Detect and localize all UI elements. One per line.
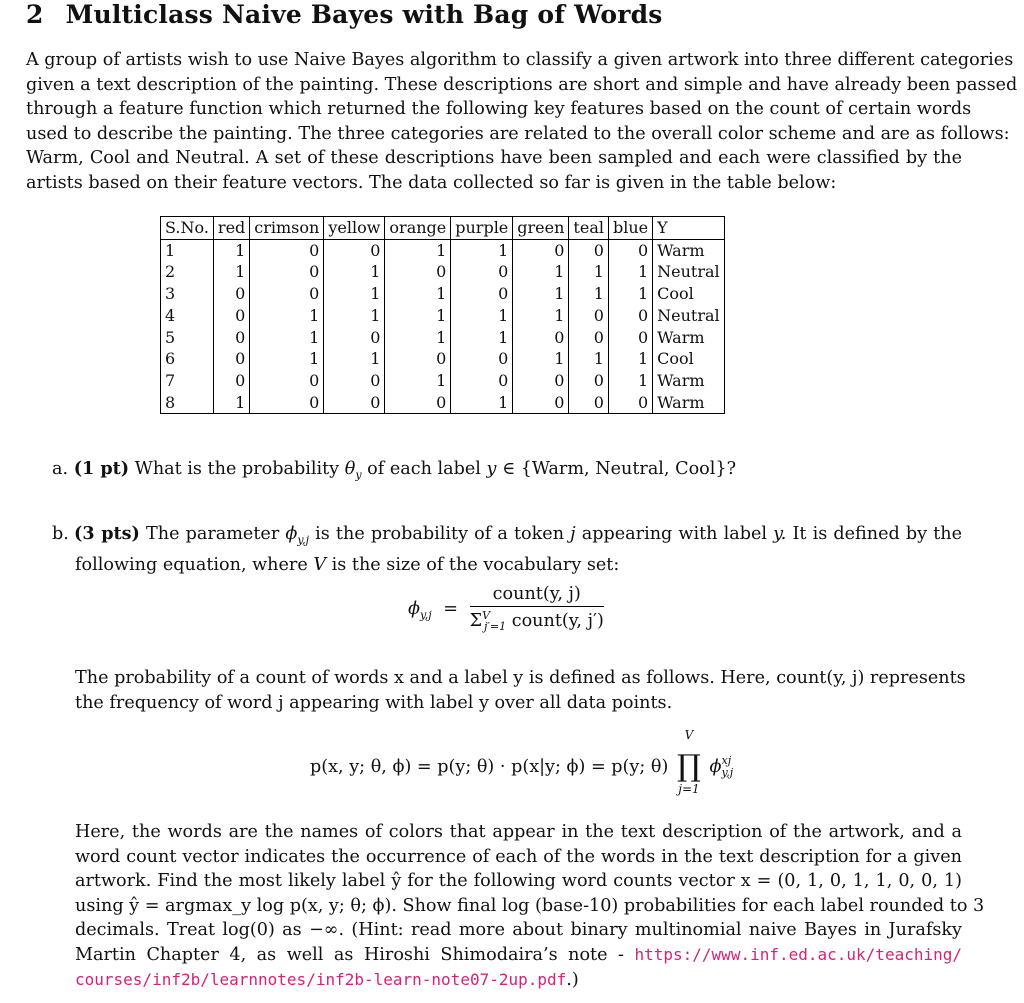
table-cell: 1: [385, 283, 451, 305]
table-cell: 0: [250, 239, 324, 261]
table-cell: Cool: [653, 283, 725, 305]
qb-phi: [285, 524, 310, 547]
question-b: [52, 522, 962, 578]
product-operator: [674, 728, 704, 796]
col-header: orange: [385, 217, 451, 240]
table-cell: 1: [608, 261, 652, 283]
table-cell: 0: [250, 392, 324, 414]
table-row: [161, 239, 725, 261]
table-cell: 1: [513, 348, 569, 370]
table-row: [161, 392, 725, 414]
qa-var-y: y: [486, 459, 497, 479]
link-suffix: .): [566, 969, 579, 990]
table-cell: 0: [569, 370, 609, 392]
col-header: S.No.: [161, 217, 214, 240]
table-cell: 1: [513, 261, 569, 283]
table-cell: 5: [161, 327, 214, 349]
qb-var-y: y.: [773, 524, 787, 544]
section-number: 2: [26, 0, 44, 29]
table-cell: 1: [513, 305, 569, 327]
qb-line-2: [52, 553, 962, 578]
p2-line: the frequency of word j appearing with label y over all data points.: [75, 692, 673, 713]
table-cell: 1: [385, 327, 451, 349]
qb-var-v: V: [313, 555, 327, 576]
reference-link-cont[interactable]: courses/inf2b/learnnotes/inf2b-learn-note07-2up.pdf: [75, 969, 567, 989]
intro-line: Warm, Cool and Neutral. A set of these descriptions have been sampled and each were classified by the: [26, 148, 962, 169]
qb-text: The parameter: [146, 524, 280, 544]
phi-subscript: y,j: [297, 533, 310, 547]
table-cell: 0: [608, 327, 652, 349]
table-cell: 0: [213, 327, 249, 349]
qb-points: (3 pts): [74, 523, 140, 544]
table-cell: 1: [385, 305, 451, 327]
prod-symbol: ∏: [676, 749, 701, 784]
prod-upper: V: [684, 728, 694, 742]
p3-line-text: Martin Chapter 4, as well as Hiroshi Shimodaira’s note -: [75, 944, 624, 965]
table-cell: 0: [451, 370, 513, 392]
equation-joint: [310, 728, 734, 796]
question-a: [52, 458, 736, 482]
p3-line: word count vector indicates the occurrence of each of the words in the text description for a given: [75, 846, 962, 867]
table-cell: 1: [213, 392, 249, 414]
eq2-sub: y,j: [721, 766, 734, 779]
qa-points: (1 pt): [73, 458, 130, 479]
p2-line: The probability of a count of words x and a label y is defined as follows. Here, count(y, j) represents: [75, 668, 966, 688]
table-cell: 0: [451, 261, 513, 283]
eq1-numerator: count(y, j): [470, 584, 604, 607]
table-row: [161, 305, 725, 327]
qa-set: {Warm, Neutral, Cool}?: [520, 459, 737, 479]
table-cell: 0: [569, 239, 609, 261]
table-cell: 1: [569, 348, 609, 370]
table-header-row: [161, 217, 725, 240]
qa-label: a.: [52, 459, 69, 479]
eq1-fraction: [470, 584, 604, 633]
eq1-lhs: [408, 598, 432, 622]
table-cell: 0: [608, 239, 652, 261]
reference-link[interactable]: https://www.inf.ed.ac.uk/teaching/: [634, 944, 962, 964]
prod-lower: j=1: [678, 782, 700, 796]
table-cell: 0: [324, 392, 385, 414]
table-row: [161, 327, 725, 349]
table-cell: 6: [161, 348, 214, 370]
section-title: Multiclass Naive Bayes with Bag of Words: [65, 0, 663, 29]
phi-symbol: ϕ: [285, 524, 298, 544]
col-header: blue: [608, 217, 652, 240]
table-cell: 8: [161, 392, 214, 414]
table-row: [161, 283, 725, 305]
qa-theta: [344, 459, 362, 482]
sigma-sup: V: [482, 609, 491, 622]
qb-text: following equation, where: [75, 555, 308, 576]
table-cell: 0: [324, 327, 385, 349]
qb-text: appearing with label: [581, 524, 768, 544]
table-row: [161, 261, 725, 283]
eq1-den-body: count(y, j′): [511, 610, 604, 631]
intro-line: given a text description of the painting. These descriptions are short and simple and have already been passed: [26, 74, 1018, 95]
qa-text-before: What is the probability: [134, 459, 340, 479]
table-cell: 0: [513, 392, 569, 414]
table-cell: 0: [213, 348, 249, 370]
qb-text: is the size of the vocabulary set:: [331, 555, 620, 576]
table-cell: 1: [608, 370, 652, 392]
table-cell: 1: [250, 305, 324, 327]
table-cell: 0: [250, 261, 324, 283]
table-cell: 0: [213, 305, 249, 327]
table-cell: 0: [385, 261, 451, 283]
intro-line: A group of artists wish to use Naive Bayes algorithm to classify a given artwork into three different categories: [26, 50, 1014, 70]
equation-phi: [408, 584, 604, 633]
table-cell: 1: [513, 283, 569, 305]
theta-subscript: y: [355, 468, 362, 482]
table-cell: 0: [324, 370, 385, 392]
table-cell: 1: [161, 239, 214, 261]
table-cell: 1: [569, 261, 609, 283]
table-cell: Warm: [653, 327, 725, 349]
qb-var-j: j: [570, 524, 576, 544]
eq1-phi: ϕ: [408, 598, 420, 619]
intro-line: artists based on their feature vectors. The data collected so far is given in the table below:: [26, 172, 837, 193]
table-cell: 0: [569, 392, 609, 414]
table-cell: 0: [608, 392, 652, 414]
table-cell: 0: [513, 327, 569, 349]
table-cell: 0: [569, 305, 609, 327]
table-cell: 3: [161, 283, 214, 305]
sigma-symbol: Σ: [469, 610, 483, 631]
table-cell: 1: [385, 370, 451, 392]
table-cell: 2: [161, 261, 214, 283]
eq1-denominator: [470, 607, 604, 633]
qb-label: b.: [52, 524, 69, 544]
p3-line-7: [75, 968, 962, 993]
eq2-sup: xj: [721, 754, 732, 767]
col-header: red: [213, 217, 249, 240]
table-cell: 1: [324, 348, 385, 370]
table-row: [161, 348, 725, 370]
table-cell: 1: [451, 239, 513, 261]
table-cell: 1: [324, 283, 385, 305]
qb-text: is the probability of a token: [315, 524, 565, 544]
eq2-phi: ϕ: [709, 757, 722, 777]
table-cell: 0: [451, 348, 513, 370]
col-header: Y: [653, 217, 725, 240]
table-cell: Warm: [653, 370, 725, 392]
table-cell: 1: [324, 261, 385, 283]
eq2-term: [709, 754, 734, 779]
table-cell: 1: [324, 305, 385, 327]
table-cell: 0: [513, 370, 569, 392]
table-cell: 1: [451, 327, 513, 349]
col-header: yellow: [324, 217, 385, 240]
p3-line: using ŷ = argmax_y log p(x, y; θ; ϕ). Show final log (base-10) probabilities for each label rounded to 3: [75, 895, 985, 916]
table-cell: 0: [513, 239, 569, 261]
table-cell: 0: [250, 283, 324, 305]
feature-table: [160, 216, 725, 414]
table-cell: 0: [385, 348, 451, 370]
eq1-equals: =: [443, 598, 459, 619]
table-cell: 0: [451, 283, 513, 305]
intro-paragraph: [26, 48, 1018, 196]
task-paragraph: [75, 820, 985, 992]
table-cell: 1: [250, 348, 324, 370]
table-cell: 1: [385, 239, 451, 261]
table-cell: 0: [324, 239, 385, 261]
table-row: [161, 370, 725, 392]
table-cell: 7: [161, 370, 214, 392]
qa-member: ∈: [502, 459, 516, 479]
table-cell: Warm: [653, 239, 725, 261]
table-cell: 0: [608, 305, 652, 327]
col-header: green: [513, 217, 569, 240]
table-cell: 1: [451, 305, 513, 327]
theta-symbol: θ: [344, 459, 356, 479]
table-cell: Cool: [653, 348, 725, 370]
table-cell: 0: [213, 370, 249, 392]
intro-line: through a feature function which returned the following key features based on the count of certain words: [26, 99, 972, 120]
table-cell: 1: [250, 327, 324, 349]
table-cell: 1: [213, 261, 249, 283]
probability-paragraph: [75, 666, 966, 715]
table-cell: 0: [213, 283, 249, 305]
p3-line: Here, the words are the names of colors that appear in the text description of the artwork, and a: [75, 822, 962, 842]
table-cell: 0: [385, 392, 451, 414]
table-cell: 4: [161, 305, 214, 327]
table-cell: Warm: [653, 392, 725, 414]
table-cell: Neutral: [653, 261, 725, 283]
p3-line-6: [75, 943, 962, 968]
qb-text: It is defined by the: [792, 524, 963, 544]
table-cell: 1: [213, 239, 249, 261]
table-cell: 0: [250, 370, 324, 392]
table-cell: 1: [451, 392, 513, 414]
table-cell: 0: [569, 327, 609, 349]
p3-line: artwork. Find the most likely label ŷ for the following word counts vector x = (0, 1, 0, 1, 1, 0, 0, 1): [75, 871, 962, 892]
eq2-lhs: p(x, y; θ, ϕ) = p(y; θ) · p(x|y; ϕ) = p(y; θ): [310, 757, 669, 777]
table-cell: Neutral: [653, 305, 725, 327]
p3-line: decimals. Treat log(0) as −∞. (Hint: read more about binary multinomial naive Bayes in Jurafsky: [75, 920, 962, 941]
col-header: crimson: [250, 217, 324, 240]
table-cell: 1: [569, 283, 609, 305]
col-header: teal: [569, 217, 609, 240]
sigma-sub: j′=1: [484, 620, 507, 634]
section-heading: [26, 0, 663, 29]
qa-text-mid: of each label: [367, 459, 481, 479]
intro-line: used to describe the painting. The three categories are related to the overall color scheme and are as follows:: [26, 123, 1010, 144]
eq1-phi-sub: y,j: [420, 608, 432, 622]
table-cell: 1: [608, 283, 652, 305]
col-header: purple: [451, 217, 513, 240]
qb-line-1: [52, 522, 962, 553]
table-cell: 1: [608, 348, 652, 370]
